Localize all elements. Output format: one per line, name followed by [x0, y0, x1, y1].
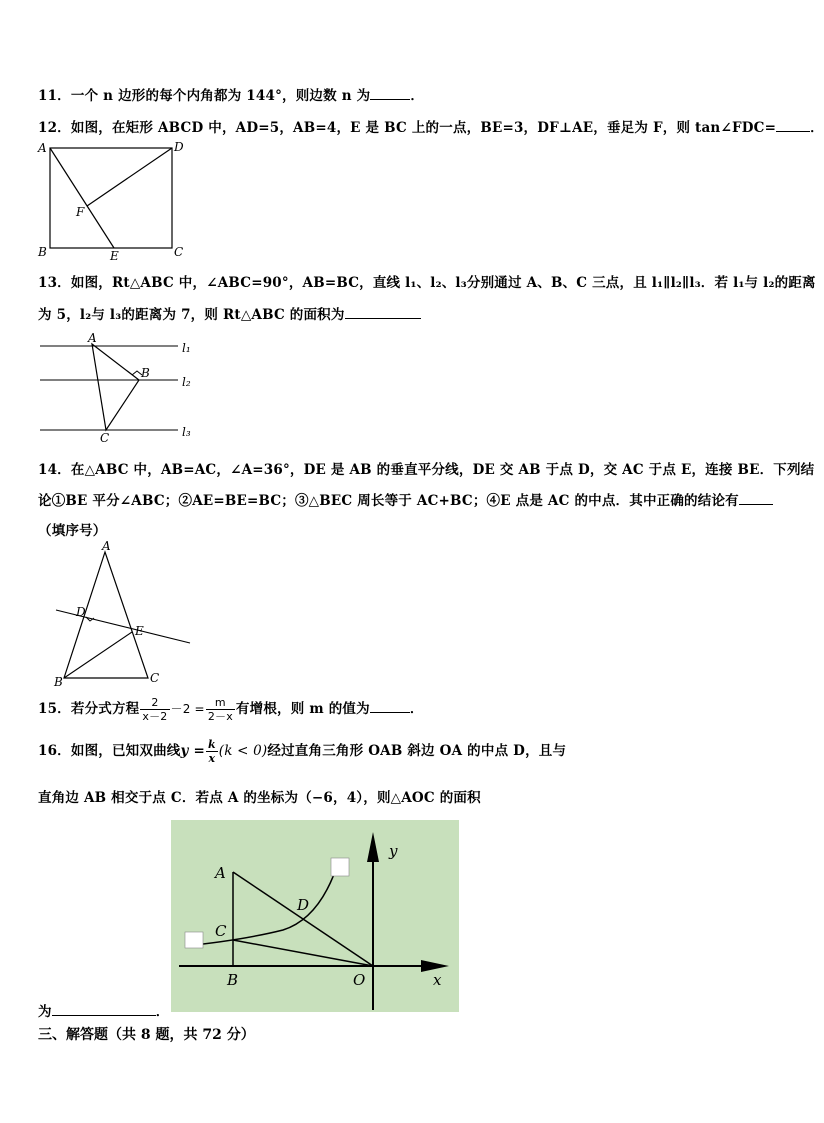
- question-14-line2: [38, 489, 773, 509]
- label-d: D: [297, 896, 310, 914]
- q11-tail: ．: [410, 88, 425, 104]
- label-a: A: [215, 864, 226, 882]
- q16-prefix: 16．如图，已知双曲线: [38, 743, 181, 759]
- label-a: A: [38, 141, 47, 155]
- q12-answer-blank[interactable]: [776, 118, 810, 132]
- question-15: [38, 694, 424, 724]
- label-l1: l₁: [182, 341, 191, 355]
- q16-tail: ．: [155, 1004, 170, 1020]
- q13-line2: 为 5，l₂与 l₃的距离为 7，则 Rt△ABC 的面积为: [38, 307, 345, 323]
- q16-line3: 为: [38, 1004, 52, 1020]
- question-12: [38, 116, 824, 136]
- label-f: F: [76, 205, 85, 219]
- question-13-line2: [38, 303, 421, 323]
- label-d: D: [174, 140, 184, 154]
- placeholder-box-top: [331, 858, 349, 876]
- q16-fraction: $\frac{k}{x}$: [207, 738, 216, 765]
- label-l3: l₃: [182, 425, 191, 439]
- q11-answer-blank[interactable]: [370, 86, 410, 100]
- question-16-line2: [38, 786, 481, 806]
- question-14-line1: [38, 458, 814, 478]
- label-e: E: [135, 624, 144, 638]
- q12-tail: ．: [810, 120, 824, 136]
- question-16-line1: [38, 736, 566, 766]
- label-o: O: [353, 971, 366, 989]
- segment-df: [87, 148, 172, 206]
- label-b: B: [54, 675, 63, 689]
- label-l2: l₂: [182, 375, 191, 389]
- q12-rectangle-figure: [34, 138, 194, 262]
- label-c: C: [174, 245, 184, 259]
- label-b: B: [141, 366, 150, 380]
- question-13-line1: [38, 271, 816, 291]
- q14-line3: （填序号）: [38, 523, 107, 539]
- placeholder-box-left: [185, 932, 203, 948]
- q16-hyperbola-figure: [171, 820, 459, 1012]
- q16-line2: 直角边 AB 相交于点 C．若点 A 的坐标为（−6，4），则△AOC 的面积: [38, 790, 481, 806]
- q14-triangle-figure: [50, 540, 200, 688]
- label-e: E: [110, 249, 119, 263]
- q15-answer-blank[interactable]: [370, 699, 410, 713]
- q16-answer-blank[interactable]: [52, 1002, 156, 1016]
- q14-line2: 论①BE 平分∠ABC；②AE=BE=BC；③△BEC 周长等于 AC+BC；④E 点是 AC 的中点．其中正确的结论有: [38, 493, 739, 509]
- question-11: [38, 84, 424, 104]
- section-3-heading: 三、解答题（共 8 题，共 72 分）: [38, 1027, 255, 1043]
- label-c: C: [150, 671, 160, 685]
- q15-minus: －2 =: [170, 702, 205, 716]
- q14-line1: 14．在△ABC 中，AB=AC，∠A=36°，DE 是 AB 的垂直平分线，DE 交 AB 于点 D，交 AC 于点 E，连接 BE．下列结: [38, 462, 815, 478]
- rectangle-abcd: [50, 148, 172, 248]
- label-a: A: [88, 331, 97, 345]
- q12-text: 12．如图，在矩形 ABCD 中，AD=5，AB=4，E 是 BC 上的一点，BE=3，DF⊥AE，垂足为 F，则 tan∠FDC=: [38, 120, 777, 136]
- label-y: y: [389, 842, 398, 860]
- label-b: B: [227, 971, 239, 989]
- q13-line1: 13．如图，Rt△ABC 中，∠ABC=90°，AB=BC，直线 l₁、l₂、l₃分别通过 A、B、C 三点，且 l₁∥l₂∥l₃．若 l₁与 l₂的距离: [38, 275, 816, 291]
- q15-fraction-2: $\frac{m}{2-x}$: [207, 696, 233, 723]
- label-c: C: [100, 431, 110, 445]
- q16-condition: (k < 0): [218, 743, 268, 759]
- figure-background: [171, 820, 459, 1012]
- question-14-line3: [38, 519, 107, 539]
- q13-parallel-lines-figure: [36, 330, 206, 445]
- q15-fraction-1: $\frac{2}{x-2}$: [142, 696, 168, 723]
- q14-answer-blank[interactable]: [739, 491, 773, 505]
- label-c: C: [215, 922, 227, 940]
- label-a: A: [102, 539, 111, 553]
- segment-be: [64, 632, 132, 678]
- q16-suffix: 经过直角三角形 OAB 斜边 OA 的中点 D，且与: [267, 743, 567, 759]
- q13-answer-blank[interactable]: [345, 305, 421, 319]
- question-16-line3: [38, 1000, 169, 1020]
- segment-ae: [50, 148, 114, 248]
- q16-y-eq: y =: [180, 743, 205, 759]
- label-x: x: [433, 971, 442, 989]
- q15-tail: ．: [409, 701, 424, 717]
- q11-text: 11．一个 n 边形的每个内角都为 144°，则边数 n 为: [38, 88, 371, 104]
- q15-prefix: 15．若分式方程: [38, 701, 140, 717]
- triangle-abc: [92, 344, 139, 430]
- label-d: D: [76, 605, 86, 619]
- right-angle-mark: [86, 617, 94, 621]
- q15-suffix: 有增根，则 m 的值为: [235, 701, 370, 717]
- label-b: B: [38, 245, 47, 259]
